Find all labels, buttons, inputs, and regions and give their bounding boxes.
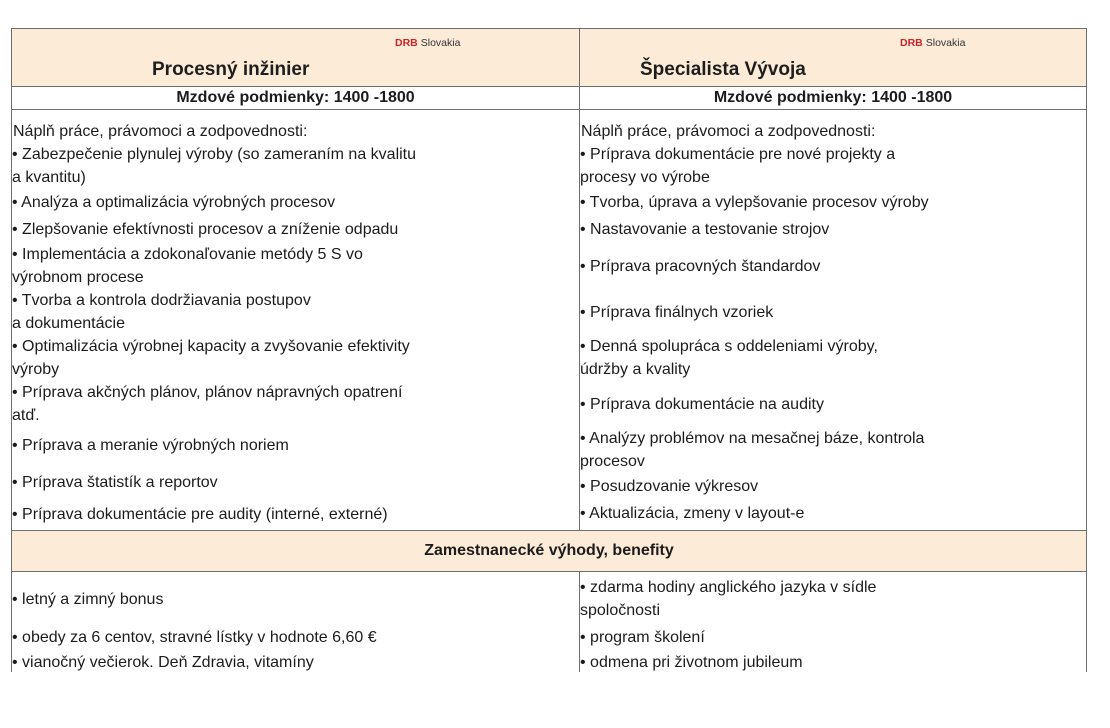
benefits-item [580, 575, 1086, 623]
duties-line: atď. [12, 407, 40, 424]
duties-line: • Posudzovanie výkresov [580, 478, 759, 495]
duties-line: • Nastavovanie a testovanie strojov [580, 221, 830, 238]
left-header-cell [12, 29, 580, 86]
duties-item-text [12, 243, 363, 289]
duties-line: • Denná spolupráca s oddeleniami výroby, [580, 338, 878, 355]
benefits-item [580, 651, 1086, 673]
benefits-item-text [12, 651, 314, 674]
benefits-row [12, 571, 1086, 672]
benefits-item-text [12, 588, 163, 611]
left-role-title: Procesný inžinier [152, 59, 310, 80]
duties-line: • Analýza a optimalizácia výrobných procesov [12, 194, 336, 211]
benefits-line: spoločnosti [580, 602, 661, 619]
duties-item [580, 216, 1086, 243]
duties-item-text [580, 427, 924, 473]
right-salary: Mzdové podmienky: 1400 -1800 [713, 89, 953, 106]
duties-item-text [12, 335, 410, 381]
duties-item [12, 243, 579, 289]
duties-intro: Náplň práce, právomoci a zodpovednosti: [13, 123, 308, 140]
logo-brand: DRB [395, 37, 418, 49]
duties-line: údržby a kvality [580, 361, 691, 378]
benefits-item [12, 575, 579, 623]
duties-item-text [12, 471, 218, 494]
duties-item [580, 500, 1086, 527]
duties-item-text [12, 143, 416, 189]
duties-item [580, 427, 1086, 473]
duties-item-text [580, 475, 758, 498]
right-benefits-cell [580, 572, 1086, 672]
right-header-cell [580, 29, 1086, 86]
benefits-line: • zdarma hodiny anglického jazyka v sídle [580, 579, 877, 596]
duties-line: • Tvorba, úprava a vylepšovanie procesov výroby [580, 194, 929, 211]
duties-item [12, 143, 579, 189]
duties-line: a dokumentácie [12, 315, 125, 332]
duties-item-text [580, 335, 878, 381]
duties-line: • Príprava pracovných štandardov [580, 257, 821, 275]
duties-item [12, 501, 579, 528]
left-benefits-cell [12, 572, 580, 672]
duties-item [580, 243, 1086, 289]
duties-item-text [580, 143, 895, 189]
duties-item-text [580, 191, 929, 214]
duties-line: výroby [12, 361, 60, 378]
duties-item-text [12, 191, 335, 214]
duties-item [580, 335, 1086, 381]
duties-item-text [580, 255, 820, 278]
duties-item [12, 464, 579, 501]
benefits-item-text [12, 626, 377, 649]
benefits-line: • letný a zimný bonus [12, 590, 164, 608]
duties-item [580, 143, 1086, 189]
duties-item-text [580, 218, 829, 241]
duties-row [12, 109, 1086, 530]
salary-row [12, 86, 1086, 109]
left-duties-cell [12, 110, 580, 530]
benefits-heading-row [12, 530, 1086, 571]
benefits-item [580, 623, 1086, 651]
company-logo [395, 37, 460, 49]
duties-line: • Príprava finálnych vzoriek [580, 303, 774, 321]
duties-line: • Príprava akčných plánov, plánov nápravných opatrení [12, 384, 403, 401]
duties-line: • Zlepšovanie efektívnosti procesov a zníženie odpadu [12, 221, 399, 238]
duties-item [12, 335, 579, 381]
duties-line: • Príprava dokumentácie na audity [580, 395, 824, 413]
benefits-item-text [580, 651, 803, 674]
duties-line: • Aktualizácia, zmeny v layout-e [580, 505, 805, 522]
duties-line: • Príprava dokumentácie pre nové projekty a [580, 146, 896, 163]
header-row [12, 28, 1086, 86]
duties-line: výrobnom procese [12, 269, 144, 286]
duties-item [12, 189, 579, 216]
duties-line: • Zabezpečenie plynulej výroby (so zameraním na kvalitu [12, 146, 417, 163]
benefits-line: • program školení [580, 628, 705, 646]
benefits-item [12, 651, 579, 673]
duties-item [12, 216, 579, 243]
logo-brand: DRB [900, 37, 923, 49]
duties-item [12, 289, 579, 335]
duties-line: • Optimalizácia výrobnej kapacity a zvyšovanie efektivity [12, 338, 410, 355]
duties-item-text [12, 434, 289, 457]
right-duties-cell [580, 110, 1086, 530]
duties-line: a kvantitu) [12, 169, 86, 186]
right-role-title: Špecialista Vývoja [640, 59, 806, 80]
duties-item-text [12, 218, 398, 241]
benefits-heading: Zamestnanecké výhody, benefity [424, 542, 674, 559]
duties-item-text [12, 381, 402, 427]
duties-item [12, 427, 579, 464]
logo-country: Slovakia [420, 37, 461, 49]
duties-line: • Príprava a meranie výrobných noriem [12, 437, 289, 454]
duties-line: • Tvorba a kontrola dodržiavania postupov [12, 292, 311, 309]
duties-line: procesy vo výrobe [580, 169, 710, 186]
company-logo [900, 37, 965, 49]
duties-intro: Náplň práce, právomoci a zodpovednosti: [581, 123, 876, 140]
duties-item-text [12, 289, 311, 335]
duties-item-text [580, 393, 824, 416]
benefits-item [12, 623, 579, 651]
duties-item-text [12, 503, 388, 526]
duties-item-text [580, 502, 804, 525]
benefits-line: • obedy za 6 centov, stravné lístky v hodnote 6,60 € [12, 628, 377, 646]
duties-item [580, 189, 1086, 216]
logo-country: Slovakia [925, 37, 966, 49]
duties-line: • Príprava štatistík a reportov [12, 474, 218, 491]
benefits-item-text [580, 576, 876, 622]
duties-line: • Príprava dokumentácie pre audity (interné, externé) [12, 506, 388, 523]
duties-line: procesov [580, 453, 645, 470]
duties-item [12, 381, 579, 427]
duties-item [580, 473, 1086, 500]
benefits-line: • odmena pri životnom jubileum [580, 653, 803, 671]
benefits-item-text [580, 626, 705, 649]
left-salary: Mzdové podmienky: 1400 -1800 [12, 87, 580, 109]
duties-line: • Analýzy problémov na mesačnej báze, kontrola [580, 430, 925, 447]
duties-item [580, 381, 1086, 427]
duties-item-text [580, 301, 773, 324]
job-comparison-table [11, 28, 1087, 672]
duties-item [580, 289, 1086, 335]
benefits-line: • vianočný večierok. Deň Zdravia, vitamíny [12, 653, 314, 671]
duties-line: • Implementácia a zdokonaľovanie metódy 5 S vo [12, 246, 363, 263]
